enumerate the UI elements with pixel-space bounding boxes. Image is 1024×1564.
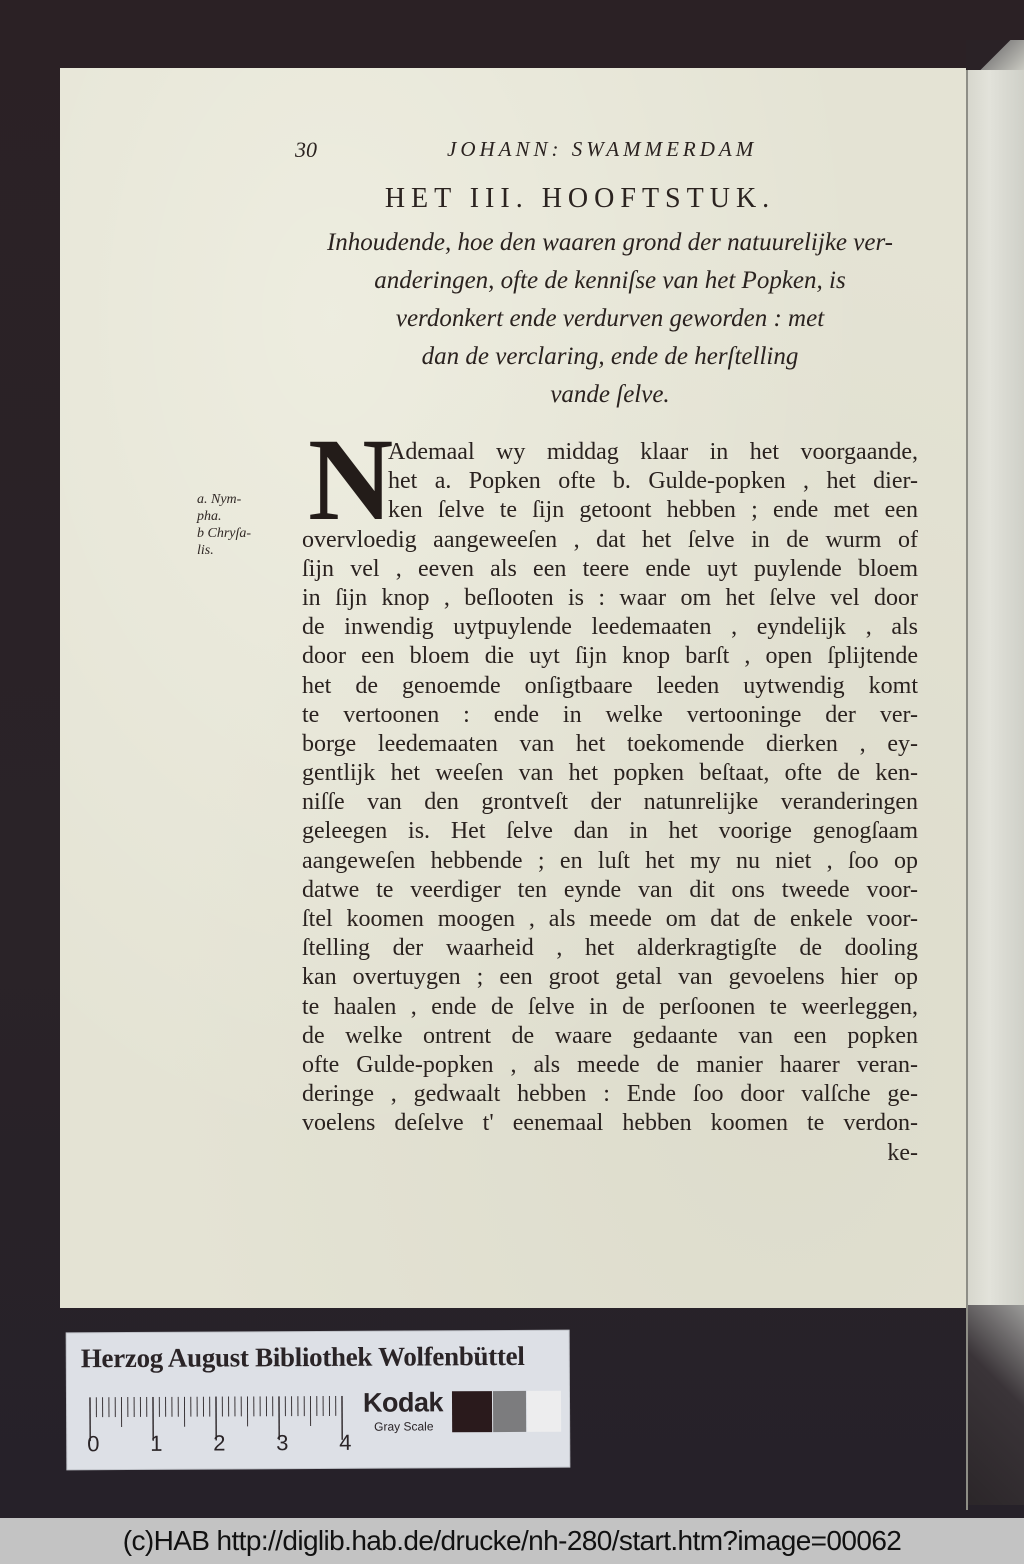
subtitle-line: dan de verclaring, ende de herſtelling [421, 343, 799, 370]
marginal-note: a. Nym- [197, 492, 242, 507]
ruler-number: 2 [213, 1430, 226, 1456]
body-line: gentlijk het weeſen van het popken beſtaat, ofte de ken- [302, 760, 918, 787]
kodak-brand: Kodak [362, 1387, 444, 1418]
drop-cap: N [308, 414, 394, 545]
page-number: 30 [295, 137, 317, 162]
library-label-card [67, 1331, 570, 1470]
running-head [295, 137, 795, 167]
body-line: Ademaal wy middag klaar in het voorgaande, [388, 439, 918, 465]
body-line: voelens deſelve t' eenemaal hebben koomen te verdon- [302, 1110, 918, 1137]
body-line: ſtel koomen moogen , als meede om dat de enkele voor- [302, 906, 918, 932]
body-text [302, 438, 918, 1168]
gray-chip-light [527, 1391, 561, 1432]
body-line: te haalen , ende de ſelve in de perſoonen te weerleggen, [302, 993, 918, 1020]
body-line: de inwendig uytpuylende leedemaaten , eyndelijk , als [302, 614, 918, 641]
body-line: aangeweſen hebbende ; en luſt het my nu niet , ſoo op [302, 847, 918, 874]
body-line: door een bloem die uyt ſijn knop barſt , open ſplijtende [302, 643, 918, 670]
body-line: ken ſelve te ſijn getoont hebben ; ende met een [388, 497, 918, 524]
body-line: in ſijn knop , beſlooten is : waar om het ſelve vel door [302, 584, 918, 611]
gray-scale-label: Gray Scale [374, 1419, 434, 1434]
body-line: deringe , gedwaalt hebben : Ende ſoo door valſche ge- [302, 1081, 918, 1108]
marginal-note: lis. [197, 543, 214, 558]
body-line: niſſe van den grontveſt der natunrelijke veranderingen [302, 789, 918, 816]
chapter-subtitle [290, 224, 930, 414]
marginal-note: b Chryſa- [197, 526, 252, 541]
ruler-number: 3 [276, 1430, 289, 1456]
body-line: ſtelling der waarheid , het alderkragtigſte de dooling [302, 935, 918, 962]
subtitle-line: Inhoudende, hoe den waaren grond der natuurelijke ver- [326, 229, 894, 256]
gray-chip-mid [493, 1391, 526, 1432]
body-line: datwe te veerdiger ten eynde van dit ons tweede voor- [302, 876, 918, 903]
marginal-notes [197, 491, 287, 559]
copyright-footer [0, 1518, 1024, 1564]
catchword: ke- [887, 1139, 918, 1166]
subtitle-line: verdonkert ende verdurven geworden : met [395, 305, 825, 332]
facing-page-corner [966, 40, 1024, 70]
ruler-number: 4 [339, 1429, 352, 1455]
body-line: ofte Gulde-popken , als meede de manier haarer veran- [302, 1051, 918, 1078]
body-line: het a. Popken ofte b. Gulde-popken , het dier- [388, 468, 918, 495]
facing-page-edge [966, 70, 1024, 1310]
copyright-url: (c)HAB http://diglib.hab.de/drucke/nh-280/start.htm?image=00062 [122, 1525, 902, 1556]
subtitle-line: anderingen, ofte de kenniſse van het Popken, is [374, 267, 846, 294]
facing-page-shadow [966, 1305, 1024, 1505]
body-line: het de genoemde onſigtbaare leeden uytwendig komt [302, 672, 918, 699]
body-line: kan overtuygen ; een groot getal van gevoelens hier op [302, 964, 918, 991]
body-line: de welke ontrent de waare gedaante van een popken [302, 1022, 918, 1049]
body-line: overvloedig aangeweeſen , dat het ſelve in de wurm of [302, 526, 918, 553]
page-gutter [966, 70, 968, 1510]
chapter-title: HET III. HOOFTSTUK. [384, 183, 776, 214]
body-line: geleegen is. Het ſelve dan in het voorige genogſaam [302, 818, 918, 845]
library-name: Herzog August Bibliothek Wolfenbüttel [80, 1340, 525, 1374]
body-line: borge leedemaaten van het toekomende dierken , ey- [302, 730, 918, 757]
ruler-number: 1 [150, 1430, 163, 1456]
marginal-note: pha. [197, 509, 222, 524]
body-line: ſijn vel , eeven als een teere ende uyt puylende bloem [302, 555, 918, 582]
running-head-author: JOHANN: SWAMMERDAM [447, 137, 758, 161]
ruler-number: 0 [87, 1431, 100, 1457]
subtitle-line: vande ſelve. [550, 381, 670, 408]
gray-chip-dark [452, 1391, 492, 1432]
body-line: te vertoonen : ende in welke vertooninge der ver- [302, 701, 918, 728]
